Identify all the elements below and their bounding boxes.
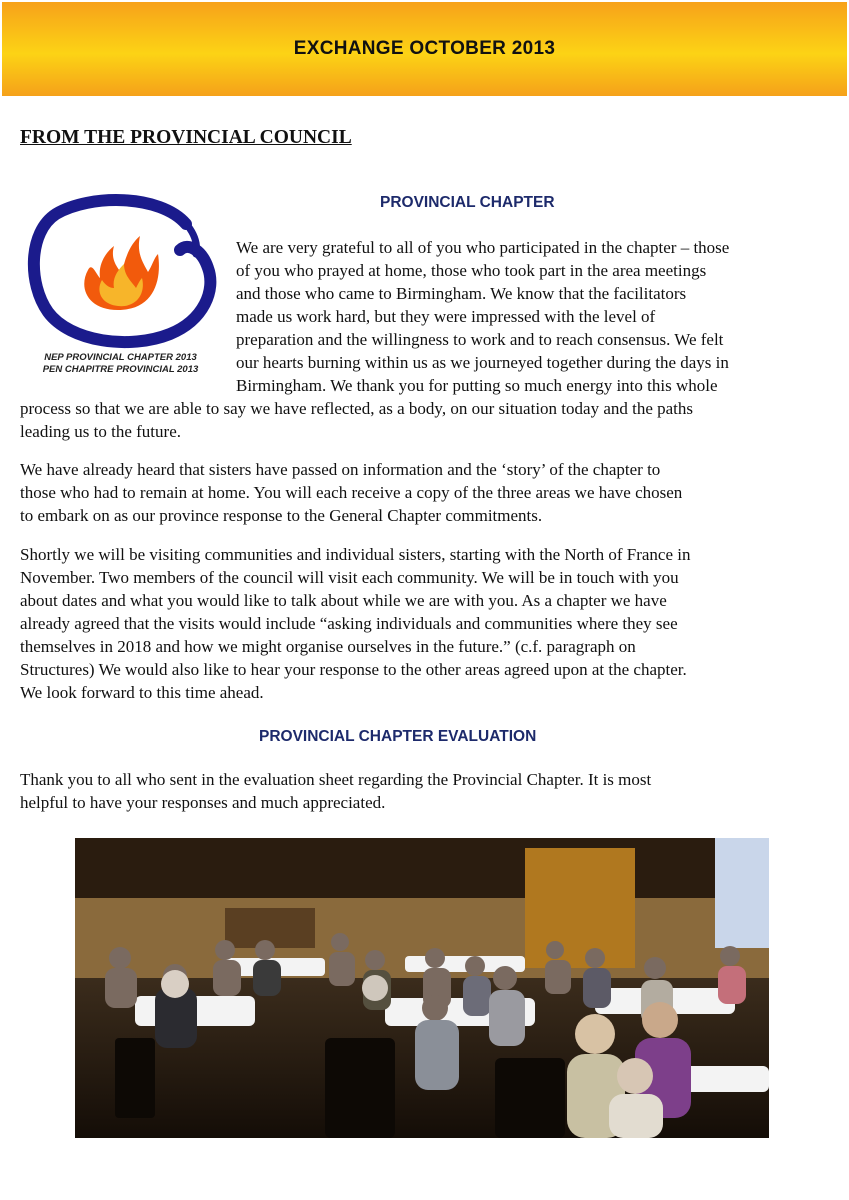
chapter-paragraph-2 (20, 458, 682, 527)
evaluation-paragraph (20, 768, 651, 814)
text-line: made us work hard, but they were impressed with the level of (236, 307, 656, 326)
newsletter-title: EXCHANGE OCTOBER 2013 (293, 38, 556, 59)
logo-caption-fr: PEN CHAPITRE PROVINCIAL 2013 (42, 364, 199, 375)
logo-caption-en: NEP PROVINCIAL CHAPTER 2013 (44, 352, 197, 363)
text-line: those who had to remain at home. You will each receive a copy of the three areas we have chosen (20, 483, 683, 502)
chapter-meeting-photo (75, 838, 769, 1138)
text-line: of you who prayed at home, those who took part in the area meetings (236, 261, 707, 280)
chapter-paragraph-1a (236, 236, 729, 397)
text-line: to embark on as our province response to the General Chapter commitments. (20, 506, 543, 525)
text-line: We have already heard that sisters have passed on information and the ‘story’ of the chapter to (20, 460, 661, 479)
chapter-paragraph-3 (20, 543, 690, 704)
text-line: We look forward to this time ahead. (20, 683, 264, 702)
text-line: about dates and what you would like to talk about while we are with you. As a chapter we have (20, 591, 667, 610)
header-banner (2, 2, 847, 96)
evaluation-heading: PROVINCIAL CHAPTER EVALUATION (259, 728, 537, 745)
text-line: preparation and the willingness to work and to reach consensus. We felt (236, 330, 724, 349)
logo-caption (18, 352, 223, 376)
text-line: helpful to have your responses and much appreciated. (20, 793, 386, 812)
chapter-logo (18, 192, 223, 380)
text-line: already agreed that the visits would include “asking individuals and communities where they see (20, 614, 678, 633)
text-line: and those who came to Birmingham. We know that the facilitators (236, 284, 687, 303)
text-line: November. Two members of the council will visit each community. We will be in touch with you (20, 568, 679, 587)
text-line: Thank you to all who sent in the evaluation sheet regarding the Provincial Chapter. It is most (20, 770, 652, 789)
text-line: Structures) We would also like to hear your response to the other areas agreed upon at the chapter. (20, 660, 687, 679)
flame-logo-icon (18, 192, 223, 352)
section-heading: FROM THE PROVINCIAL COUNCIL (20, 127, 352, 148)
text-line: Shortly we will be visiting communities and individual sisters, starting with the North of France in (20, 545, 691, 564)
text-line: process so that we are able to say we have reflected, as a body, on our situation today and the paths (20, 399, 694, 418)
text-line: Birmingham. We thank you for putting so much energy into this whole (236, 376, 718, 395)
text-line: We are very grateful to all of you who participated in the chapter – those (236, 238, 730, 257)
meeting-photo-illustration (75, 838, 769, 1138)
provincial-chapter-heading: PROVINCIAL CHAPTER (380, 194, 555, 211)
chapter-paragraph-1b (20, 397, 693, 443)
text-line: leading us to the future. (20, 422, 181, 441)
text-line: themselves in 2018 and how we might organise ourselves in the future.” (c.f. paragraph on (20, 637, 636, 656)
text-line: our hearts burning within us as we journeyed together during the days in (236, 353, 729, 372)
